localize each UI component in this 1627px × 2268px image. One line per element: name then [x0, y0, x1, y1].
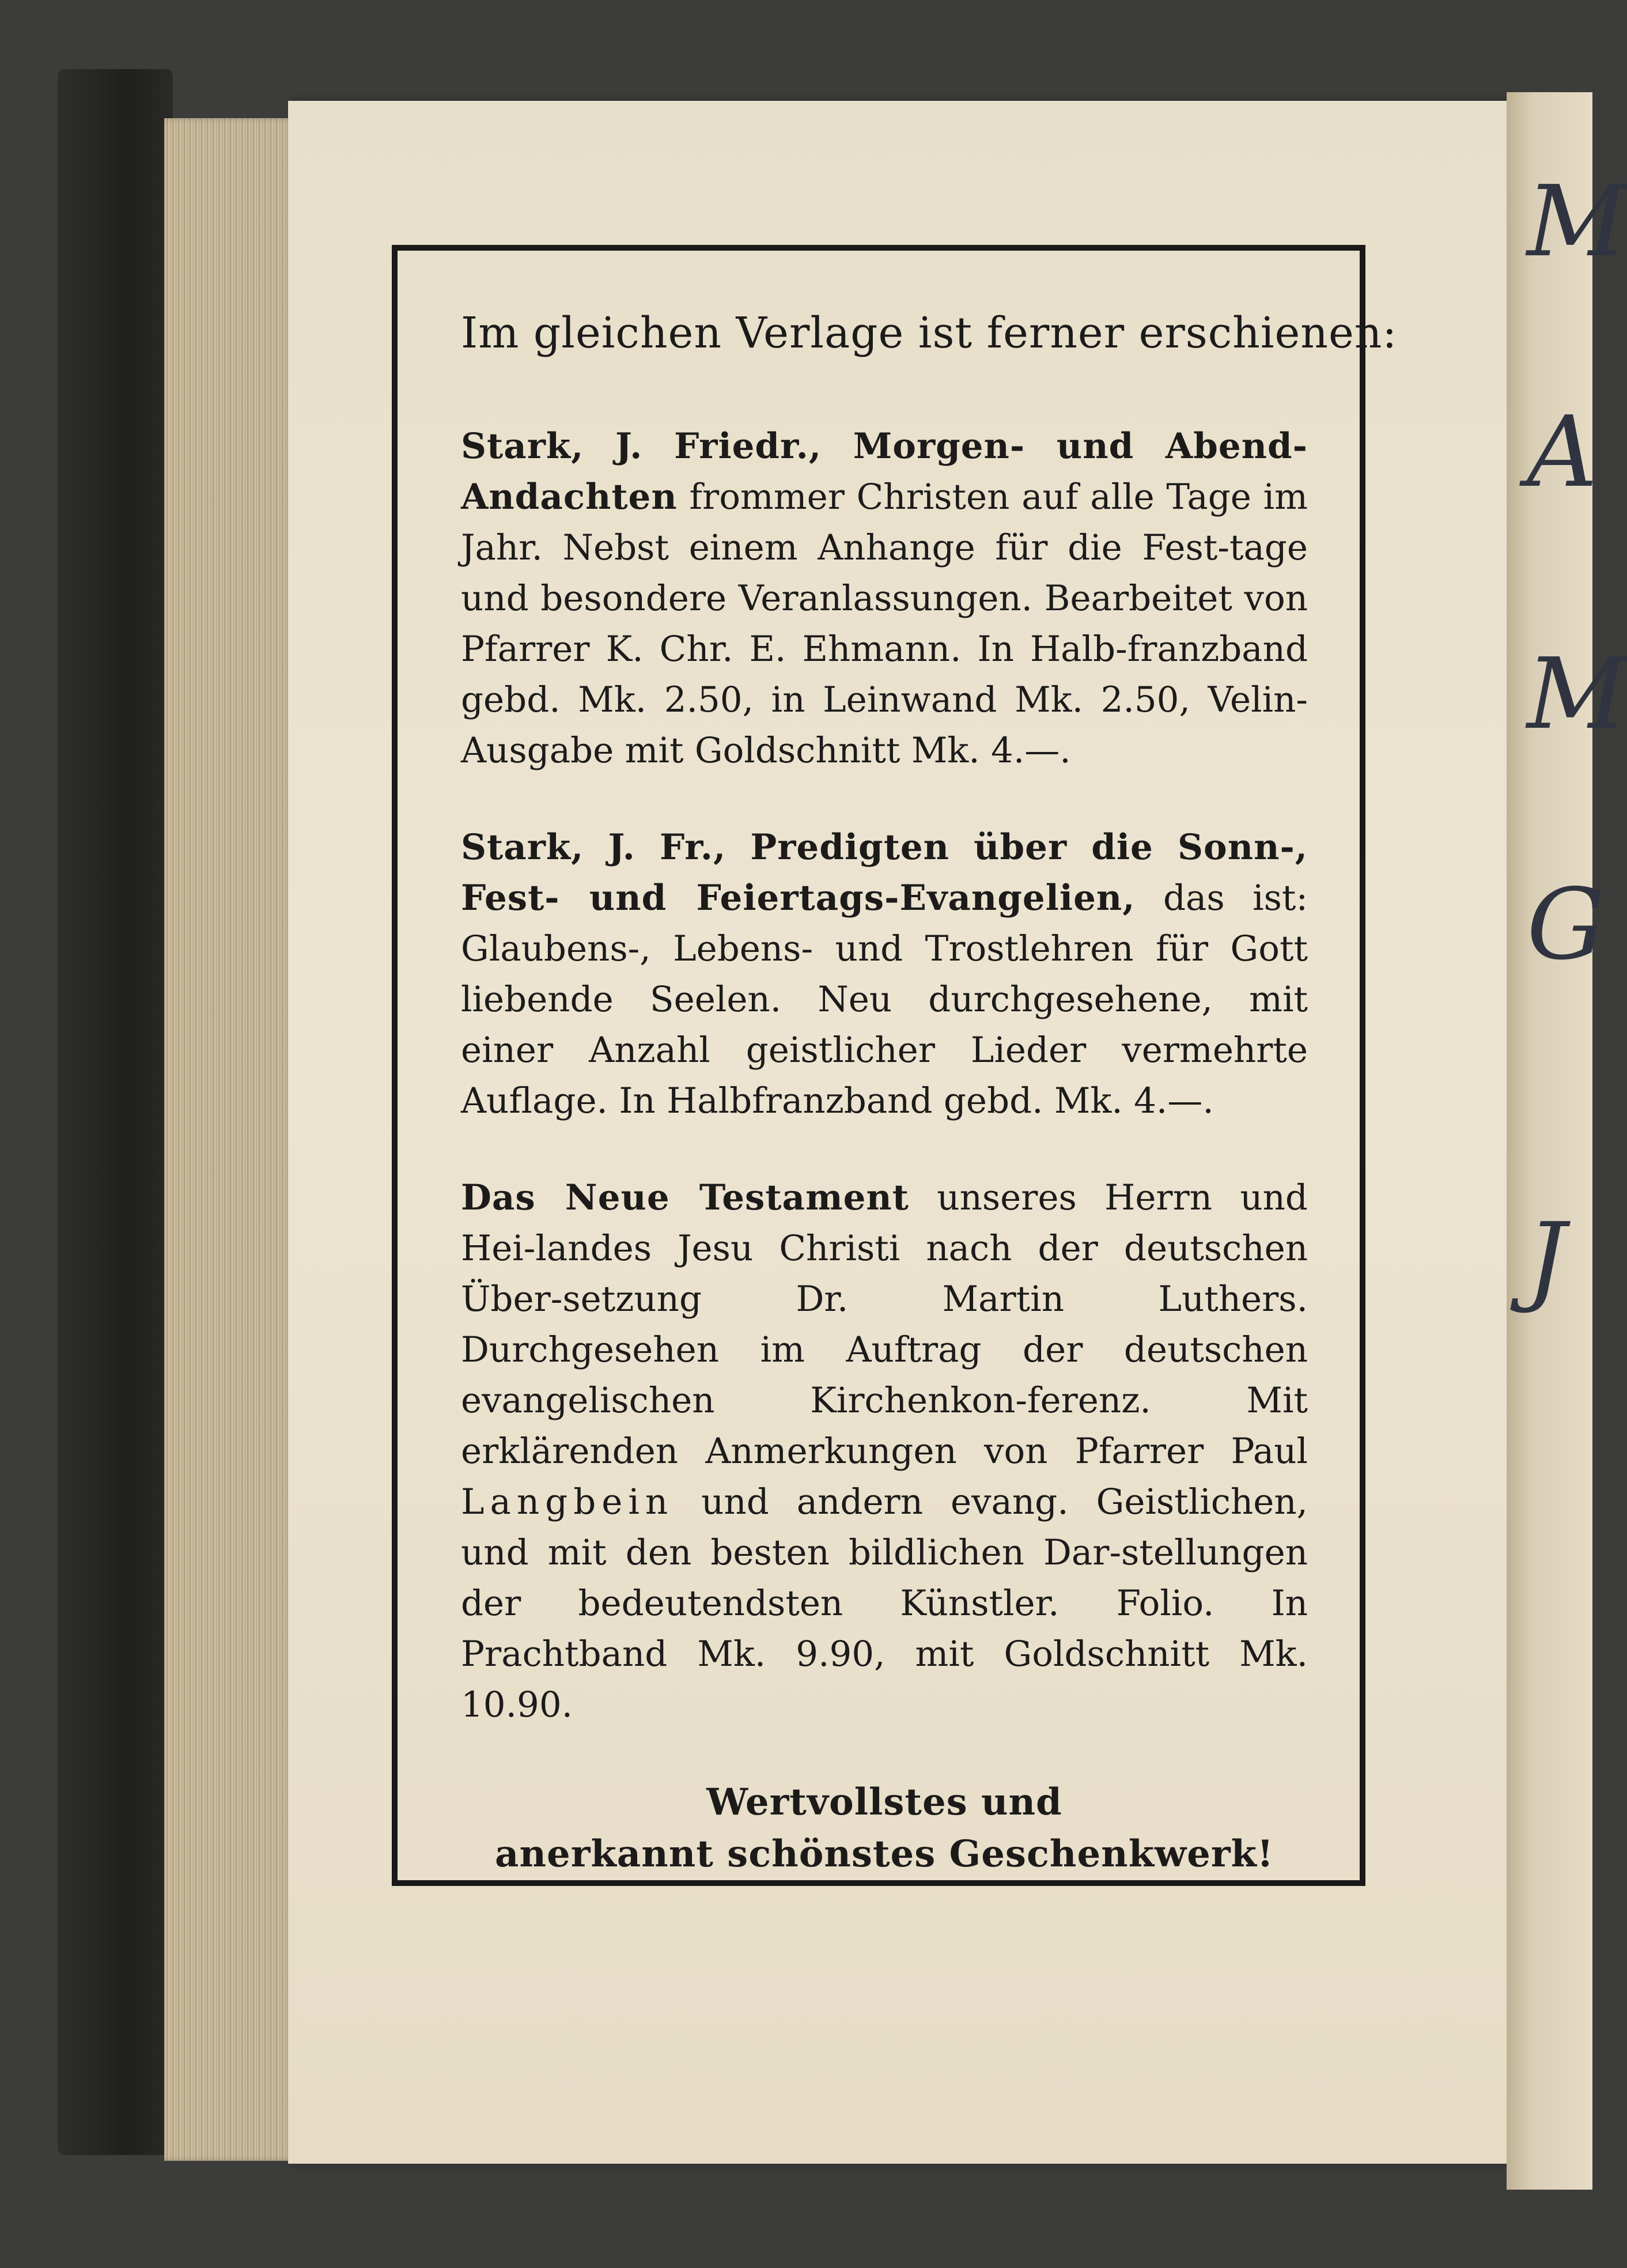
entry-description: frommer Christen auf alle Tage im Jahr. Nebst einem Anhange für die Fest-tage und besondere Veranlassungen. Bearbeitet von Pfarrer K. Chr. E. Ehmann. In Halb-franzband gebd. Mk. 2.50, in Leinwand Mk. 2.50, Velin-Ausgabe mit Goldschnitt Mk. 4.—. [461, 477, 1308, 771]
book-entry-stark-predigten [461, 822, 1308, 1127]
author-name: Langbein [461, 1481, 674, 1522]
entry-title: Stark, J. Fr., Predigten über die Sonn-, Fest- und Feiertags-Evangelien, [461, 827, 1308, 918]
margin-note: M [1527, 165, 1627, 279]
closing-slogan [461, 1776, 1308, 1880]
closing-line-2: anerkannt schönstes Geschenkwerk! [495, 1832, 1274, 1876]
closing-line-1: Wertvollstes und [706, 1781, 1062, 1824]
entry-description: unseres Herrn und Hei-landes Jesu Christi nach der deutschen Über-setzung Dr. Martin Luthers. Durchgesehen im Auftrag der deutschen evangelischen Kirchenkon-ferenz. Mit erklärenden Anmerkungen von Pfarrer Paul [461, 1177, 1308, 1472]
entry-description: das ist: Glaubens-, Lebens- und Trostlehren für Gott liebende Seelen. Neu durchgesehene, mit einer Anzahl geistlicher Lieder vermehrte Auflage. In Halbfranzband gebd. Mk. 4.—. [461, 878, 1308, 1121]
entry-title: Stark, J. Friedr., Morgen- und Abend-Andachten [461, 426, 1308, 517]
page-title: Im gleichen Verlage ist ferner erschienen: [461, 308, 1398, 358]
book-entry-stark-andachten [461, 421, 1308, 776]
margin-note: J [1527, 1202, 1567, 1316]
margin-note: A [1527, 395, 1598, 509]
margin-note: G [1527, 868, 1605, 982]
margin-note: M [1527, 637, 1627, 751]
page-edges [164, 118, 302, 2161]
advertisement-box [392, 245, 1398, 1886]
entry-title: Das Neue Testament [461, 1177, 909, 1218]
advertisement-content [461, 308, 1398, 1880]
entry-description-cont: und andern evang. Geistlichen, und mit den besten bildlichen Dar-stellungen der bedeutendsten Künstler. Folio. In Prachtband Mk. 9.90, mit Goldschnitt Mk. 10.90. [461, 1481, 1308, 1725]
book-entry-neues-testament [461, 1173, 1308, 1730]
book-cover-edge [58, 69, 173, 2155]
